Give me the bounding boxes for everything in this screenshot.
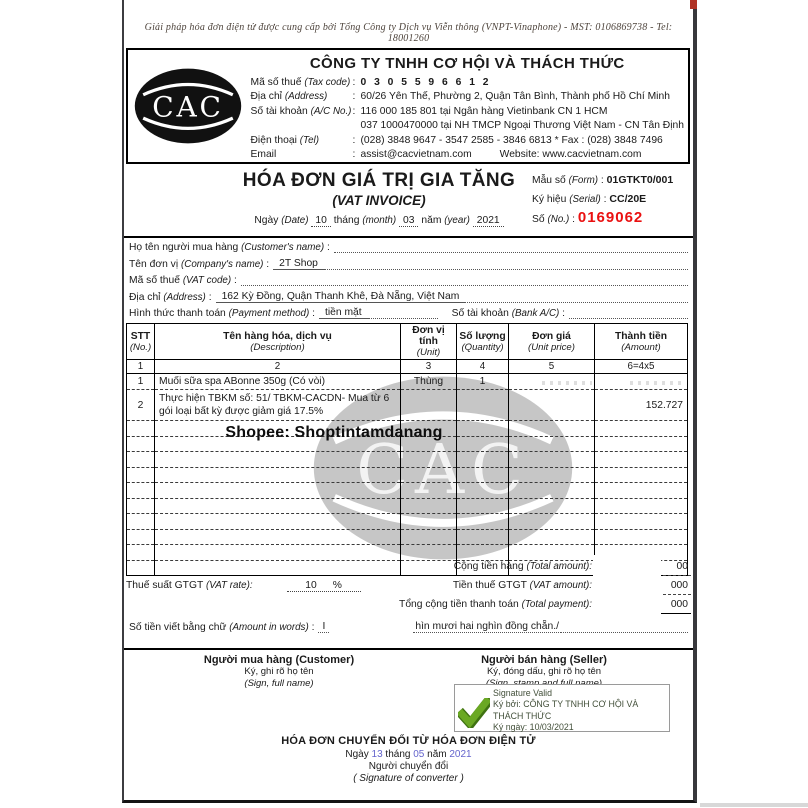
signature-valid-box	[454, 684, 670, 732]
provider-line: Giải pháp hóa đơn điện tử được cung cấp bởi Tổng Công ty Dịch vụ Viễn thông (VNPT-Vinaphone) - MST: 0106869738 - Tel: 18001260	[144, 22, 673, 44]
dotted-line	[241, 274, 688, 286]
invoice-date-line: Ngày (Date) 10 tháng (month) 03 năm (year) 2021	[212, 215, 546, 226]
invoice-page	[122, 0, 697, 803]
invoice-title: HÓA ĐƠN GIÁ TRỊ GIA TĂNG	[242, 170, 516, 191]
seller-account-2: 037 1000470000 tại NH TMCP Ngoại Thương Việt Nam - CN Tân Định	[360, 120, 684, 132]
serial-number: Ký hiệu (Serial) : CC/20E	[532, 193, 647, 205]
buyer-address-row: Địa chỉ (Address) : 162 Kỳ Đồng, Quận Thanh Khê, Đà Nẵng, Việt Nam	[129, 290, 688, 303]
seller-taxcode: 0 3 0 5 5 9 6 6 1 2	[360, 77, 492, 88]
seller-address-row: Địa chỉ (Address) : 60/26 Yên Thế, Phường 2, Quận Tân Bình, Thành phố Hồ Chí Minh	[251, 90, 685, 104]
seller-email-row: Email : assist@cacvietnam.com Website: www.cacvietnam.com	[251, 148, 685, 162]
seller-website: Website: www.cacvietnam.com	[499, 149, 642, 161]
customer-signature-block: Người mua hàng (Customer) Ký, ghi rõ họ tên (Sign, full name)	[203, 654, 355, 689]
seller-tel: (028) 3848 9647 - 3547 2585 - 3846 6813 * Fax : (028) 3848 7496	[360, 134, 663, 146]
converted-title: HÓA ĐƠN CHUYỂN ĐỔI TỪ HÓA ĐƠN ĐIỆN TỬ	[281, 735, 536, 747]
table-row-empty	[127, 452, 688, 468]
amount-in-words-row: Số tiền viết bằng chữ (Amount in words) : I hìn mươi hai nghìn đồng chẵn./	[129, 615, 688, 633]
vat-rate-value: 10 %	[287, 580, 361, 592]
buyer-customer-row: Họ tên người mua hàng (Customer's name) :	[129, 240, 688, 253]
dotted-line	[334, 241, 688, 253]
form-number: Mẫu số (Form) : 01GTKT0/001	[532, 174, 674, 186]
table-row-item-1: 1 Muối sữa spa ABonne 350g (Có vòi) Thùng 1	[127, 374, 688, 390]
buyer-address: 162 Kỳ Đồng, Quận Thanh Khê, Đà Nẵng, Việt Nam	[216, 291, 466, 303]
items-table	[126, 323, 688, 576]
dotted-line	[324, 258, 688, 270]
dotted-line	[569, 307, 688, 319]
table-empty-rows	[127, 421, 688, 576]
converter-label: Người chuyển đổi	[368, 761, 449, 772]
invoice-meta	[532, 171, 688, 229]
signature-valid-text	[493, 685, 669, 731]
item-2-amount: 152.727	[595, 390, 688, 421]
title-block	[212, 170, 546, 226]
table-row-empty	[127, 483, 688, 499]
buyer-section	[129, 240, 688, 323]
vat-row: Thuế suất GTGT (VAT rate): 10 % Tiền thuế GTGT (VAT amount): 000	[126, 576, 691, 595]
buyer-company-row: Tên đơn vị (Company's name) : 2T Shop	[129, 257, 688, 270]
invoice-subtitle: (VAT INVOICE)	[332, 193, 426, 208]
total-amount-value: 00	[598, 557, 691, 576]
dotted-line	[465, 291, 688, 303]
cac-logo-icon	[132, 66, 244, 146]
check-wrap	[455, 685, 493, 731]
item-2-description: Thực hiện TBKM số: 51/ TBKM-CACDN- Mua từ 6 gói loại bất kỳ được giảm giá 17.5%	[155, 390, 401, 421]
total-payment-row: Tổng cộng tiền thanh toán (Total payment): 000	[126, 595, 691, 614]
invoice-day: 10	[311, 215, 330, 227]
shopee-watermark-text: Shopee: Shoptintamdanang	[225, 424, 443, 441]
converted-invoice-footer	[124, 735, 693, 784]
items-table-wrap	[126, 323, 691, 576]
amount-words-start: I	[318, 621, 329, 633]
column-numbering-row: 1 2 3 4 5 6=4x5	[127, 360, 688, 374]
total-amount-row: Cộng tiền hàng (Total amount): 00	[126, 557, 691, 576]
total-payment-value: 000	[598, 595, 691, 614]
item-1-unit-price-obscured	[509, 374, 595, 390]
table-row-empty	[127, 514, 688, 530]
seller-taxcode-row: Mã số thuế (Tax code) : 0 3 0 5 5 9 6 6 1 2	[251, 76, 685, 90]
totals-section	[126, 557, 691, 614]
seller-account-row: Số tài khoản (A/C No.) : 116 000 185 801 tại Ngân hàng Vietinbank CN 1 HCM	[251, 105, 685, 119]
red-corner-mark	[690, 0, 697, 9]
vat-amount-value: 000	[598, 576, 691, 595]
table-row-empty	[127, 498, 688, 514]
svg-text:CAC: CAC	[356, 430, 530, 511]
invoice-number-row: Số (No.) : 0169062	[532, 209, 644, 226]
seller-address: 60/26 Yên Thế, Phường 2, Quận Tân Bình, Thành phố Hồ Chí Minh	[360, 91, 670, 103]
svg-text:CAC: CAC	[152, 90, 224, 124]
item-1-amount-obscured	[595, 374, 688, 390]
table-row-item-2: 2 Thực hiện TBKM số: 51/ TBKM-CACDN- Mua từ 6 gói loại bất kỳ được giảm giá 17.5% 152.727	[127, 390, 688, 421]
amount-words-fragment: hìn mươi hai nghìn đồng chẵn./	[415, 621, 559, 632]
photo-edge-strip	[700, 803, 808, 807]
redaction-box	[593, 593, 661, 615]
seller-info	[249, 50, 689, 162]
table-row-empty	[127, 467, 688, 483]
seller-account-row-2	[251, 119, 685, 133]
seller-email: assist@cacvietnam.com	[360, 149, 472, 161]
table-header-row: STT (No.) Tên hàng hóa, dịch vụ (Description) Đơn vị tính (Unit) Số lượng (Quantity) Đơn giá (Unit price) Thành tiền (Amount)	[127, 324, 688, 360]
seller-signature-block: Người bán hàng (Seller) Ký, đóng dấu, ghi rõ họ tên	[481, 654, 607, 677]
buyer-company: 2T Shop	[273, 258, 324, 270]
signature-valid-line2: Ký bởi: CÔNG TY TNHH CƠ HỘI VÀ THÁCH THỨC	[493, 699, 639, 721]
company-name: CÔNG TY TNHH CƠ HỘI VÀ THÁCH THỨC	[309, 55, 625, 72]
converted-date: Ngày 13 tháng 05 năm 2021	[345, 749, 472, 760]
seller-account-1: 116 000 185 801 tại Ngân hàng Vietinbank CN 1 HCM	[360, 105, 608, 117]
invoice-month: 03	[399, 215, 418, 227]
table-row-empty	[127, 529, 688, 545]
invoice-year: 2021	[473, 215, 504, 227]
buyer-payment-row: Hình thức thanh toán (Payment method) : tiền mặt Số tài khoản (Bank A/C) :	[129, 306, 688, 319]
title-section	[124, 164, 693, 238]
converter-signature-label: ( Signature of converter )	[353, 773, 464, 784]
logo-column	[128, 50, 249, 162]
signature-valid-line3: Ký ngày: 10/03/2021	[493, 721, 574, 732]
item-1-description: Muối sữa spa ABonne 350g (Có vòi)	[155, 374, 401, 390]
signature-valid-line1: Signature Valid	[493, 688, 553, 698]
buyer-vat-row: Mã số thuế (VAT code) :	[129, 273, 688, 286]
dotted-line	[561, 621, 688, 633]
payment-method: tiền mặt	[319, 307, 368, 319]
dotted-line	[368, 307, 438, 319]
signature-valid-check-icon	[458, 698, 490, 728]
invoice-number: 0169062	[577, 209, 644, 226]
seller-header-box	[126, 48, 690, 164]
seller-tel-row: Điện thoại (Tel) : (028) 3848 9647 - 3547 2585 - 3846 6813 * Fax : (028) 3848 7496	[251, 134, 685, 148]
